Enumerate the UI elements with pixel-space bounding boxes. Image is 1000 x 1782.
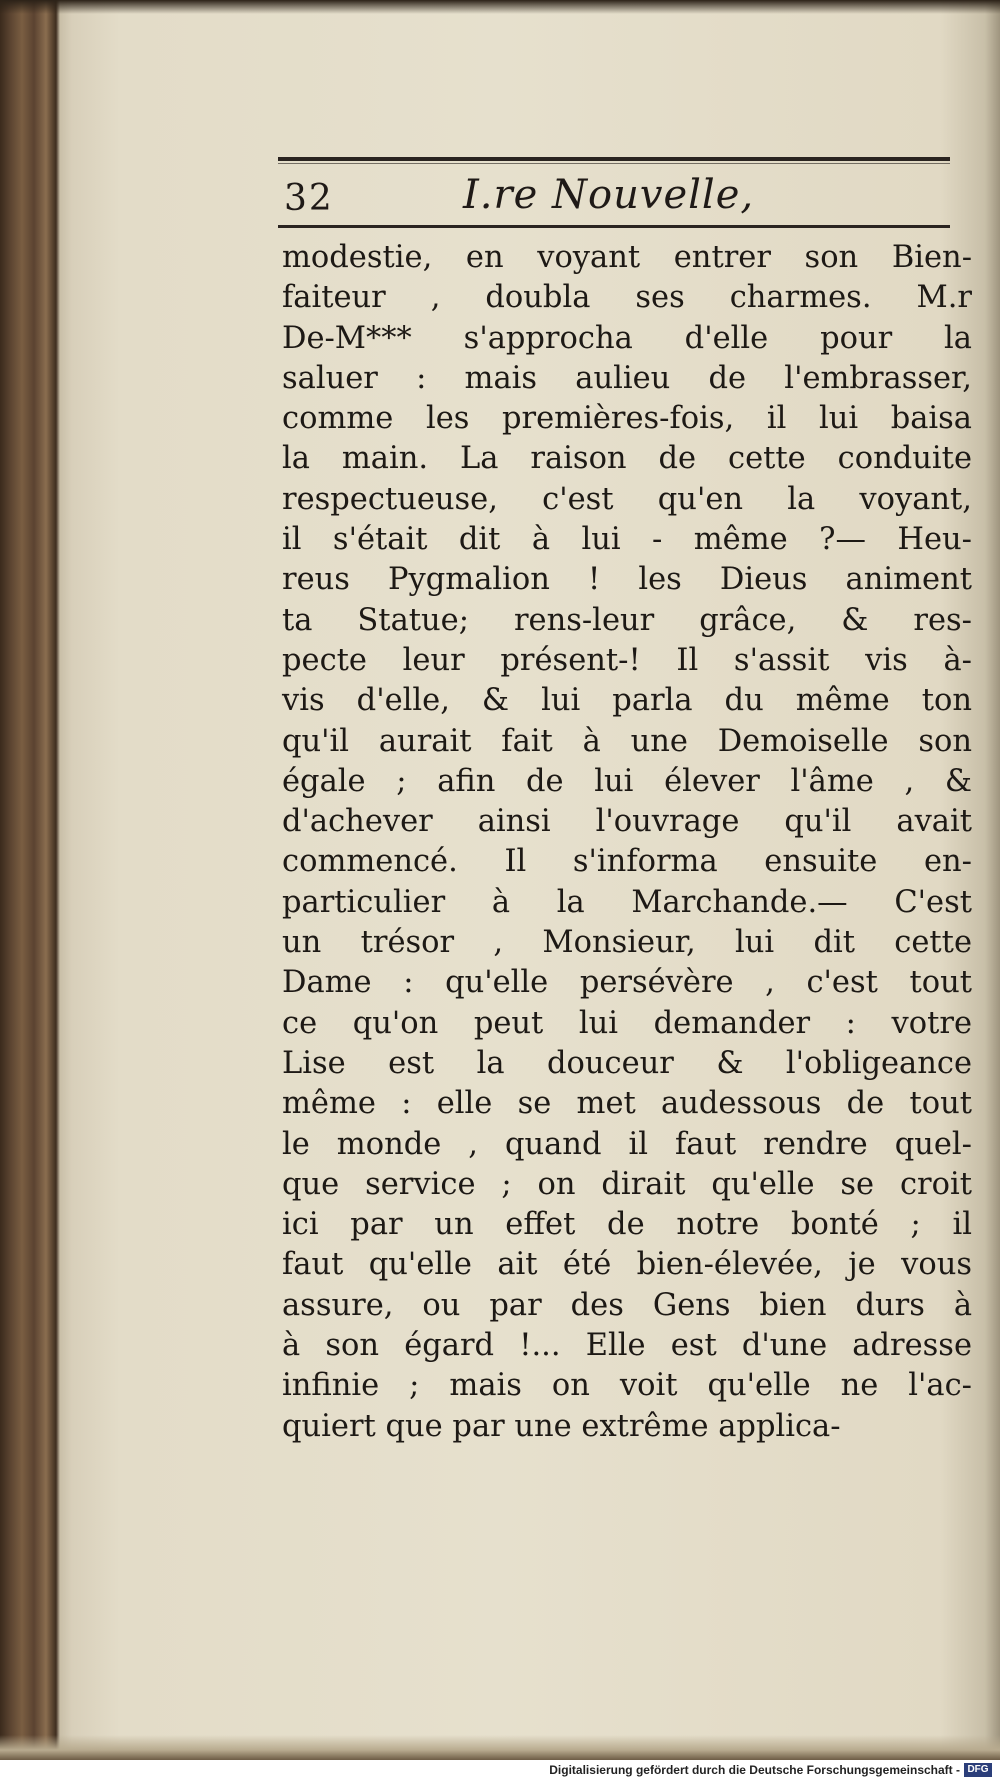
text-line: vis d'elle, & lui parla du même ton	[282, 683, 972, 719]
text-line: il s'était dit à lui - même ?— Heu-	[282, 522, 972, 558]
text-line: Lise est la douceur & l'obligeance	[282, 1045, 972, 1081]
page-number: 32	[284, 178, 334, 219]
text-line: particulier à la Marchande.— C'est	[282, 884, 972, 920]
text-line: à son égard !... Elle est d'une adresse	[282, 1328, 972, 1364]
text-line: même : elle se met audessous de tout	[282, 1086, 972, 1122]
text-line: d'achever ainsi l'ouvrage qu'il avait	[282, 804, 972, 840]
text-line: un trésor , Monsieur, lui dit cette	[282, 925, 972, 961]
text-line: commencé. Il s'informa ensuite en-	[282, 844, 972, 880]
text-line: qu'il aurait fait à une Demoiselle son	[282, 723, 972, 759]
running-head	[278, 172, 950, 226]
digitization-footer	[0, 1760, 1000, 1782]
text-line: ta Statue; rens-leur grâce, & res-	[282, 602, 972, 638]
text-line: faut qu'elle ait été bien-élevée, je vous	[282, 1247, 972, 1283]
body-text	[282, 238, 972, 1447]
header-rule-thin	[278, 163, 950, 164]
text-line: faiteur , doubla ses charmes. M.r	[282, 280, 972, 316]
header-rule-bottom	[278, 225, 950, 228]
text-line: le monde , quand il faut rendre quel-	[282, 1126, 972, 1162]
text-line: la main. La raison de cette conduite	[282, 441, 972, 477]
text-line: modestie, en voyant entrer son Bien-	[282, 240, 972, 275]
header-rule-top	[278, 157, 950, 161]
text-line: comme les premières-fois, il lui baisa	[282, 401, 972, 437]
text-line: reus Pygmalion ! les Dieus animent	[282, 562, 972, 598]
text-line: Dame : qu'elle persévère , c'est tout	[282, 965, 972, 1001]
text-line: saluer : mais aulieu de l'embrasser,	[282, 360, 972, 396]
text-line: égale ; afin de lui élever l'âme , &	[282, 763, 972, 799]
text-line: pecte leur présent-! Il s'assit vis à-	[282, 642, 972, 678]
book-page	[60, 12, 990, 1747]
footer-credit: Digitalisierung gefördert durch die Deutsche Forschungsgemeinschaft -	[549, 1763, 960, 1777]
running-head-title: I.re Nouvelle,	[463, 172, 755, 218]
text-line: que service ; on dirait qu'elle se croit	[282, 1166, 972, 1202]
text-line: assure, ou par des Gens bien durs à	[282, 1287, 972, 1323]
text-line: ici par un effet de notre bonté ; il	[282, 1207, 972, 1243]
text-line: De-M*** s'approcha d'elle pour la	[282, 320, 972, 356]
scan-bottom-edge	[0, 1735, 1000, 1760]
text-line: infinie ; mais on voit qu'elle ne l'ac-	[282, 1368, 972, 1404]
text-line: respectueuse, c'est qu'en la voyant,	[282, 481, 972, 517]
text-line: quiert que par une extrême applica-	[282, 1408, 841, 1444]
text-line: ce qu'on peut lui demander : votre	[282, 1005, 972, 1041]
dfg-logo-icon: DFG	[964, 1763, 992, 1777]
